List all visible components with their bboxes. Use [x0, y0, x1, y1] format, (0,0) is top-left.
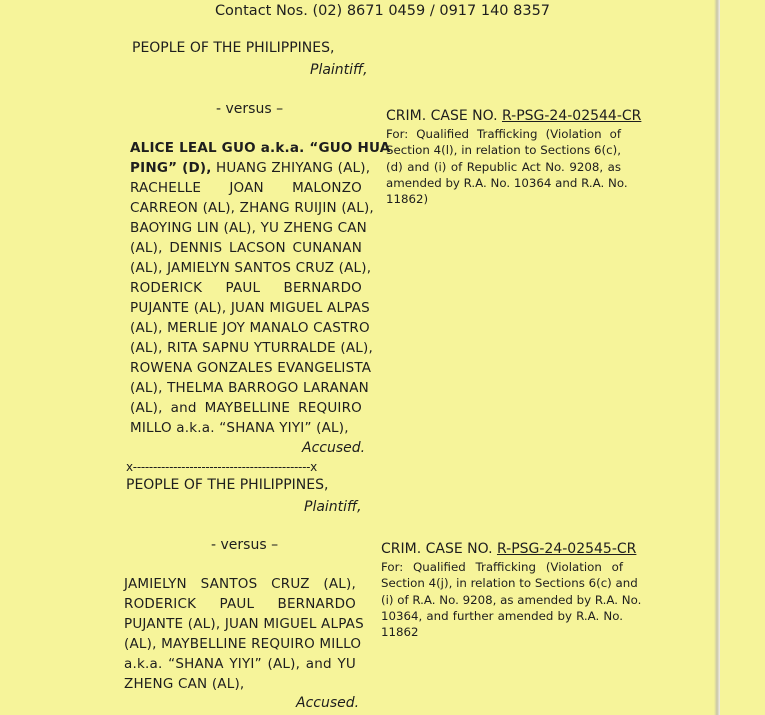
plaintiff-name: PEOPLE OF THE PHILIPPINES,: [126, 477, 329, 493]
versus-label: - versus –: [216, 101, 284, 117]
charge-line: 11862: [381, 625, 419, 640]
case-number: CRIM. CASE NO. R-PSG-24-02544-CR: [386, 108, 642, 124]
accused-line: RODERICK PAUL BERNARDO: [130, 280, 362, 296]
accused-line: a.k.a. “SHANA YIYI” (AL), and YU: [124, 656, 356, 672]
charge-description: [381, 559, 642, 640]
versus-label: - versus –: [211, 537, 279, 553]
accused-line: (AL), and MAYBELLINE REQUIRO: [130, 400, 362, 416]
page-edge-shadow: [714, 0, 720, 715]
accused-line: JAMIELYN SANTOS CRUZ (AL),: [124, 576, 356, 592]
accused-line: (AL), MAYBELLINE REQUIRO MILLO: [124, 636, 362, 652]
accused-list: [124, 574, 364, 694]
accused-line: (AL), THELMA BARROGO LARANAN: [130, 380, 369, 396]
accused-line: BAOYING LIN (AL), YU ZHENG CAN: [130, 220, 367, 236]
charge-description: [386, 126, 628, 207]
contact-numbers: Contact Nos. (02) 8671 0459 / 0917 140 8357: [214, 3, 551, 19]
charge-line: For: Qualified Trafficking (Violation of: [386, 127, 621, 141]
accused-line: RACHELLE JOAN MALONZO: [130, 180, 362, 196]
plaintiff-label: Plaintiff,: [310, 62, 368, 78]
plaintiff-label: Plaintiff,: [304, 499, 362, 515]
accused-line: (AL), JAMIELYN SANTOS CRUZ (AL),: [130, 260, 372, 276]
accused-line: ROWENA GONZALES EVANGELISTA: [130, 360, 372, 376]
charge-line: For: Qualified Trafficking (Violation of: [381, 560, 623, 574]
charge-line: 11862): [386, 192, 429, 207]
charge-line: (i) of R.A. No. 9208, as amended by R.A. No.: [381, 592, 642, 607]
accused-line: (AL), DENNIS LACSON CUNANAN: [130, 240, 362, 256]
charge-line: amended by R.A. No. 10364 and R.A. No.: [386, 175, 628, 190]
case-separator: x--------------------------------------------x: [126, 460, 317, 474]
accused-line: PUJANTE (AL), JUAN MIGUEL ALPAS: [124, 616, 364, 632]
accused-list: [130, 138, 391, 438]
accused-label: Accused.: [302, 440, 366, 456]
accused-line: MILLO a.k.a. “SHANA YIYI” (AL),: [130, 420, 349, 436]
accused-line: ALICE LEAL GUO a.k.a. “GUO HUA: [130, 140, 391, 156]
accused-line: RODERICK PAUL BERNARDO: [124, 596, 356, 612]
accused-line: CARREON (AL), ZHANG RUIJIN (AL),: [130, 200, 374, 216]
accused-line: PING” (D), HUANG ZHIYANG (AL),: [130, 160, 371, 176]
accused-line: (AL), MERLIE JOY MANALO CASTRO: [130, 320, 370, 336]
plaintiff-name: PEOPLE OF THE PHILIPPINES,: [132, 40, 335, 56]
charge-line: 10364, and further amended by R.A. No.: [381, 608, 623, 623]
charge-line: Section 4(l), in relation to Sections 6(c),: [386, 143, 621, 158]
accused-label: Accused.: [296, 695, 360, 711]
case-number: CRIM. CASE NO. R-PSG-24-02545-CR: [381, 541, 637, 557]
accused-line: ZHENG CAN (AL),: [124, 676, 245, 692]
accused-line: (AL), RITA SAPNU YTURRALDE (AL),: [130, 340, 373, 356]
accused-line: PUJANTE (AL), JUAN MIGUEL ALPAS: [130, 300, 370, 316]
charge-line: Section 4(j), in relation to Sections 6(c) and: [381, 576, 638, 591]
charge-line: (d) and (i) of Republic Act No. 9208, as: [386, 159, 621, 174]
